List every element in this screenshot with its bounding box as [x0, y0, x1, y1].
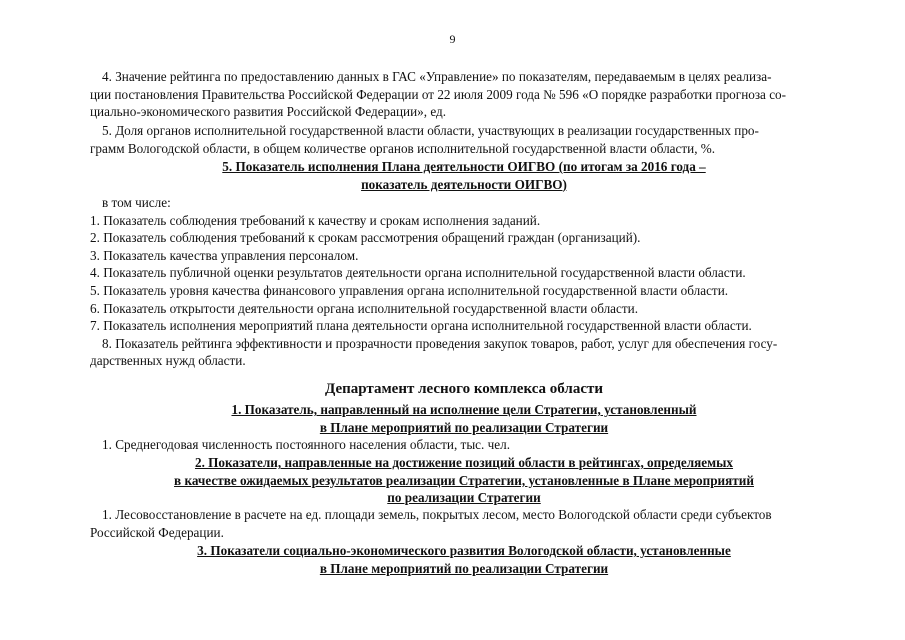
list-item-4-gas: [90, 68, 838, 121]
list-item: 7. Показатель исполнения мероприятий плана деятельности органа исполнительной государственной власти области.: [90, 318, 752, 334]
heading-line: 3. Показатели социально-экономического развития Вологодской области, установленные: [197, 543, 731, 558]
heading-line: 5. Показатель исполнения Плана деятельности ОИГВО (по итогам за 2016 года –: [222, 159, 706, 174]
heading-line: 2. Показатели, направленные на достижение позиций области в рейтингах, определяемых: [194, 455, 734, 470]
heading-line: в Плане мероприятий по реализации Стратегии: [319, 419, 609, 435]
text-line: циально-экономического развития Российской Федерации», ед.: [90, 104, 447, 120]
department-heading: Департамент лесного комплекса области: [324, 381, 604, 397]
department-item-2: [90, 506, 838, 541]
list-item: 6. Показатель открытости деятельности органа исполнительной государственной власти области.: [90, 300, 638, 316]
list-intro: в том числе:: [102, 195, 171, 210]
department-heading-1: [90, 401, 838, 436]
list-item-5-share: [90, 122, 838, 157]
list-item: 4. Показатель публичной оценки результатов деятельности органа исполнительной государственной власти области.: [90, 265, 746, 281]
list-item: 3. Показатель качества управления персоналом.: [90, 247, 359, 263]
text-line: грамм Вологодской области, в общем количестве органов исполнительной государственной власти области, %.: [90, 140, 716, 156]
heading-line: в Плане мероприятий по реализации Стратегии: [319, 560, 609, 576]
department-heading-2: [90, 454, 838, 507]
text-line: ции постановления Правительства Российской Федерации от 22 июля 2009 года № 596 «О порядке разработки прогноза со-: [90, 86, 787, 102]
section-5-heading: [90, 158, 838, 193]
list-item: 1. Лесовосстановление в расчете на ед. площади земель, покрытых лесом, место Вологодской области среди субъектов: [102, 507, 772, 522]
heading-line: показатель деятельности ОИГВО): [361, 176, 567, 192]
list-item: 5. Показатель уровня качества финансового управления органа исполнительной государственной власти области.: [90, 282, 729, 298]
heading-line: 1. Показатель, направленный на исполнение цели Стратегии, установленный: [231, 402, 697, 417]
page-number: 9: [449, 32, 456, 46]
department-heading-3: [90, 542, 838, 577]
section-5-list: [90, 194, 838, 370]
department-item-1: [90, 436, 838, 454]
text-line: 5. Доля органов исполнительной государственной власти области, участвующих в реализации государственных про-: [102, 123, 759, 138]
heading-line: в качестве ожидаемых результатов реализации Стратегии, установленные в Плане мероприятий: [174, 472, 754, 488]
list-item: дарственных нужд области.: [90, 353, 246, 369]
text-line: 4. Значение рейтинга по предоставлению данных в ГАС «Управление» по показателям, передаваемым в целях реализа-: [102, 69, 772, 84]
department-title: [90, 380, 838, 399]
list-item: 1. Среднегодовая численность постоянного населения области, тыс. чел.: [102, 437, 510, 452]
list-item: Российской Федерации.: [90, 524, 224, 540]
list-item: 2. Показатель соблюдения требований к срокам рассмотрения обращений граждан (организаций).: [90, 230, 641, 246]
list-item: 1. Показатель соблюдения требований к качеству и срокам исполнения заданий.: [90, 212, 541, 228]
list-item: 8. Показатель рейтинга эффективности и прозрачности проведения закупок товаров, работ, услуг для обеспечения госу-: [102, 335, 778, 351]
heading-line: по реализации Стратегии: [387, 490, 541, 506]
